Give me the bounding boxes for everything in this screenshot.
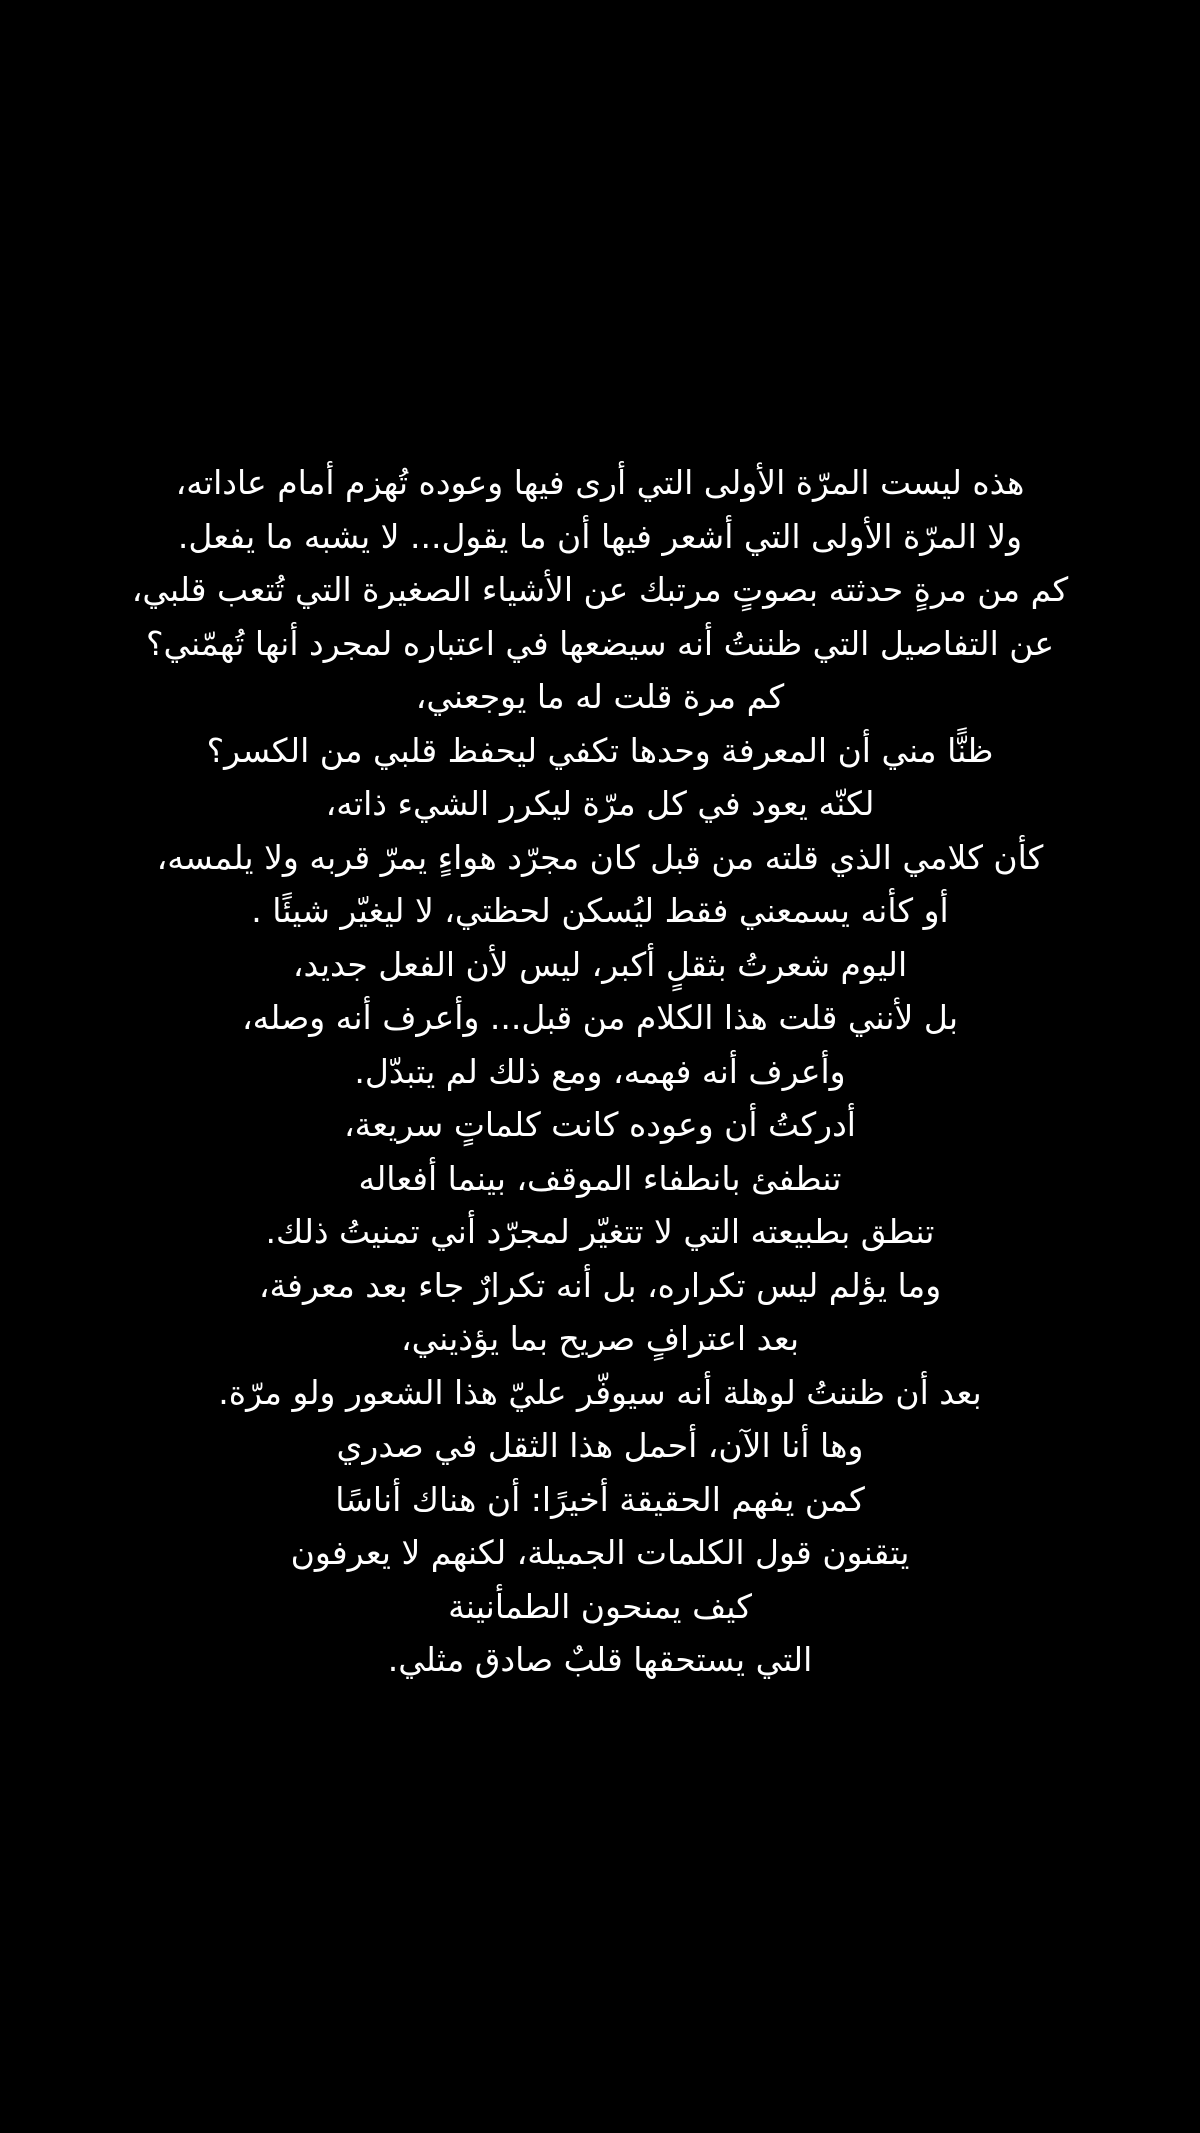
poem-line: اليوم شعرتُ بثقلٍ أكبر، ليس لأن الفعل جديد،: [292, 944, 908, 984]
poem-line: أو كأنه يسمعني فقط ليُسكن لحظتي، لا ليغيّر شيئًا .: [251, 891, 949, 930]
poem-line: تنطفئ بانطفاء الموقف، بينما أفعاله: [358, 1158, 842, 1198]
poem-line: عن التفاصيل التي ظننتُ أنه سيضعها في اعتباره لمجرد أنها تُهمّني؟: [145, 623, 1055, 663]
poem-line: هذه ليست المرّة الأولى التي أرى فيها وعوده تُهزم أمام عاداته،: [175, 463, 1025, 502]
poem-line: بعد اعترافٍ صريح بما يؤذيني،: [400, 1319, 800, 1358]
poem-line: وما يؤلم ليس تكراره، بل أنه تكرارٌ جاء بعد معرفة،: [258, 1265, 942, 1305]
poem-line: كم مرة قلت له ما يوجعني،: [415, 677, 785, 716]
poem-line: كم من مرةٍ حدثته بصوتٍ مرتبك عن الأشياء الصغيرة التي تُتعب قلبي،: [131, 570, 1069, 609]
poem-line: ظنًّا مني أن المعرفة وحدها تكفي ليحفظ قلبي من الكسر؟: [206, 730, 994, 770]
poem-text: [40, 456, 1160, 1687]
poem-line: لكنّه يعود في كل مرّة ليكرر الشيء ذاته،: [325, 784, 875, 823]
poem-line: بل لأنني قلت هذا الكلام من قبل... وأعرف أنه وصله،: [241, 998, 959, 1037]
poem-line: كأن كلامي الذي قلته من قبل كان مجرّد هواءٍ يمرّ قربه ولا يلمسه،: [156, 837, 1044, 877]
poem-line: ولا المرّة الأولى التي أشعر فيها أن ما يقول... لا يشبه ما يفعل.: [177, 516, 1023, 556]
poem-line: كمن يفهم الحقيقة أخيرًا: أن هناك أناسًا: [335, 1479, 865, 1519]
poem-line: وأعرف أنه فهمه، ومع ذلك لم يتبدّل.: [354, 1051, 846, 1091]
poem-line: أدركتُ أن وعوده كانت كلماتٍ سريعة،: [344, 1105, 856, 1144]
poem-line: كيف يمنحون الطمأنينة: [448, 1586, 752, 1626]
poem-line: بعد أن ظننتُ لوهلة أنه سيوفّر عليّ هذا الشعور ولو مرّة.: [218, 1372, 982, 1412]
poem-line: التي يستحقها قلبٌ صادق مثلي.: [387, 1640, 813, 1679]
poem-line: وها أنا الآن، أحمل هذا الثقل في صدري: [336, 1426, 864, 1465]
poem-line: يتقنون قول الكلمات الجميلة، لكنهم لا يعرفون: [290, 1533, 910, 1572]
poem-line: تنطق بطبيعته التي لا تتغيّر لمجرّد أني تمنيتُ ذلك.: [265, 1212, 935, 1251]
